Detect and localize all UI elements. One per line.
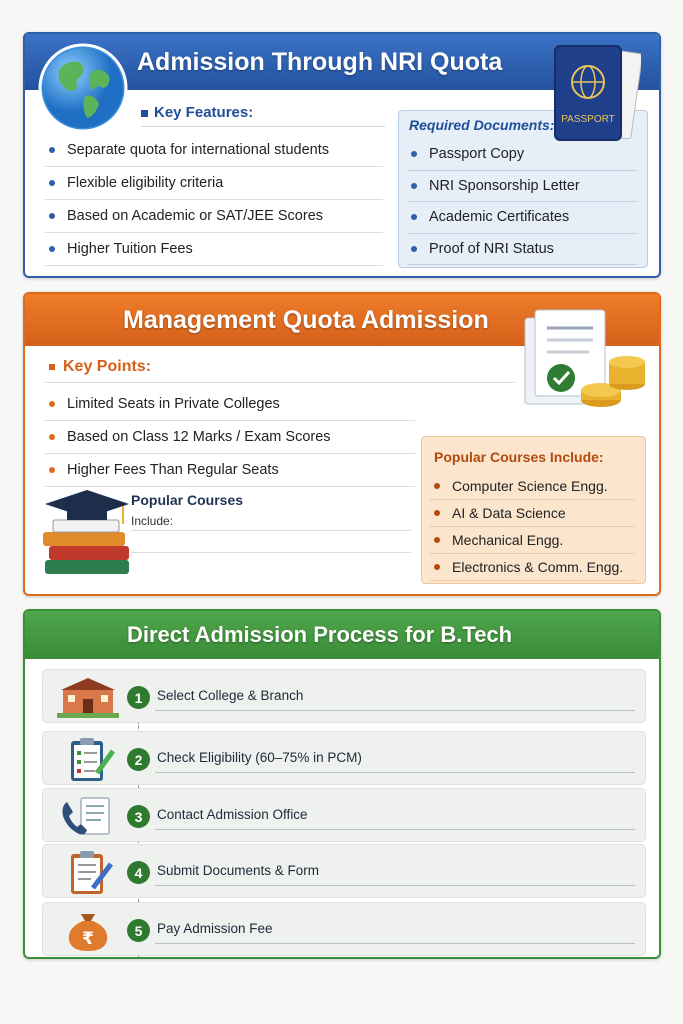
step-number: 5 — [127, 919, 150, 942]
bullet-icon — [49, 180, 55, 186]
divider — [131, 530, 411, 531]
document-coins-icon — [519, 302, 649, 420]
nri-features-list — [45, 134, 383, 266]
popular-courses-list — [430, 473, 635, 581]
nri-quota-title: Admission Through NRI Quota — [25, 34, 659, 90]
list-item: Proof of NRI Status — [407, 234, 637, 266]
step-number: 4 — [127, 861, 150, 884]
list-item: Based on Class 12 Marks / Exam Scores — [45, 421, 415, 454]
books-graduation-cap-icon — [39, 486, 135, 582]
nri-quota-card — [23, 32, 661, 278]
bullet-icon — [434, 483, 440, 489]
globe-icon — [37, 42, 129, 134]
divider — [155, 885, 635, 886]
list-item: Higher Tuition Fees — [45, 233, 383, 266]
nri-features-title: Key Features: — [141, 104, 253, 121]
list-item: Electronics & Comm. Engg. — [430, 554, 635, 581]
management-points-list — [45, 388, 415, 487]
list-item: AI & Data Science — [430, 500, 635, 527]
money-bag-icon — [55, 908, 121, 952]
bullet-icon — [49, 213, 55, 219]
divider — [155, 829, 635, 830]
bullet-icon — [411, 183, 417, 189]
direct-admission-card — [23, 609, 661, 959]
step-label: Submit Documents & Form — [157, 863, 320, 878]
bullet-icon — [49, 401, 55, 407]
step-number: 1 — [127, 686, 150, 709]
list-item: Academic Certificates — [407, 202, 637, 234]
popular-courses-title: Popular Courses Include: — [434, 449, 604, 465]
divider — [155, 772, 635, 773]
list-item: Higher Fees Than Regular Seats — [45, 454, 415, 487]
rupee-symbol: ₹ — [82, 929, 94, 949]
clipboard-check-icon — [55, 737, 121, 781]
popular-courses-left-subtitle: Include: — [131, 514, 174, 528]
bullet-icon — [49, 246, 55, 252]
bullet-icon — [411, 151, 417, 157]
management-points-title: Key Points: — [49, 358, 151, 376]
form-pen-icon — [55, 850, 121, 894]
popular-courses-box — [421, 436, 646, 584]
step-label: Contact Admission Office — [157, 807, 308, 822]
step-number: 2 — [127, 748, 150, 771]
required-documents-title: Required Documents: — [409, 117, 555, 133]
bullet-icon — [49, 147, 55, 153]
college-building-icon — [55, 675, 121, 719]
bullet-icon — [411, 214, 417, 220]
bullet-icon — [49, 434, 55, 440]
step-pay-fee — [42, 902, 646, 956]
list-item: Passport Copy — [407, 139, 637, 171]
management-quota-title: Management Quota Admission — [25, 294, 659, 346]
passport-icon — [551, 42, 641, 146]
step-label: Pay Admission Fee — [157, 921, 273, 936]
phone-document-icon — [55, 794, 121, 838]
list-item: NRI Sponsorship Letter — [407, 171, 637, 203]
step-label: Select College & Branch — [157, 688, 304, 703]
direct-admission-title: Direct Admission Process for B.Tech — [25, 611, 659, 659]
bullet-icon — [434, 564, 440, 570]
required-documents-list — [407, 139, 637, 265]
list-item: Separate quota for international students — [45, 134, 383, 167]
bullet-icon — [434, 537, 440, 543]
management-quota-card — [23, 292, 661, 596]
divider — [155, 943, 635, 944]
bullet-icon — [411, 246, 417, 252]
bullet-icon — [434, 510, 440, 516]
step-select-college — [42, 669, 646, 723]
list-item: Limited Seats in Private Colleges — [45, 388, 415, 421]
popular-courses-left-title: Popular Courses — [131, 492, 244, 508]
list-item: Mechanical Engg. — [430, 527, 635, 554]
step-contact-office — [42, 788, 646, 842]
list-item: Computer Science Engg. — [430, 473, 635, 500]
list-item: Based on Academic or SAT/JEE Scores — [45, 200, 383, 233]
divider — [155, 710, 635, 711]
step-number: 3 — [127, 805, 150, 828]
passport-label: PASSPORT — [561, 114, 615, 125]
bullet-icon — [49, 467, 55, 473]
step-label: Check Eligibility (60–75% in PCM) — [157, 750, 362, 765]
divider — [141, 126, 385, 127]
divider — [45, 382, 515, 383]
step-check-eligibility — [42, 731, 646, 785]
divider — [131, 552, 411, 553]
step-submit-documents — [42, 844, 646, 898]
list-item: Flexible eligibility criteria — [45, 167, 383, 200]
